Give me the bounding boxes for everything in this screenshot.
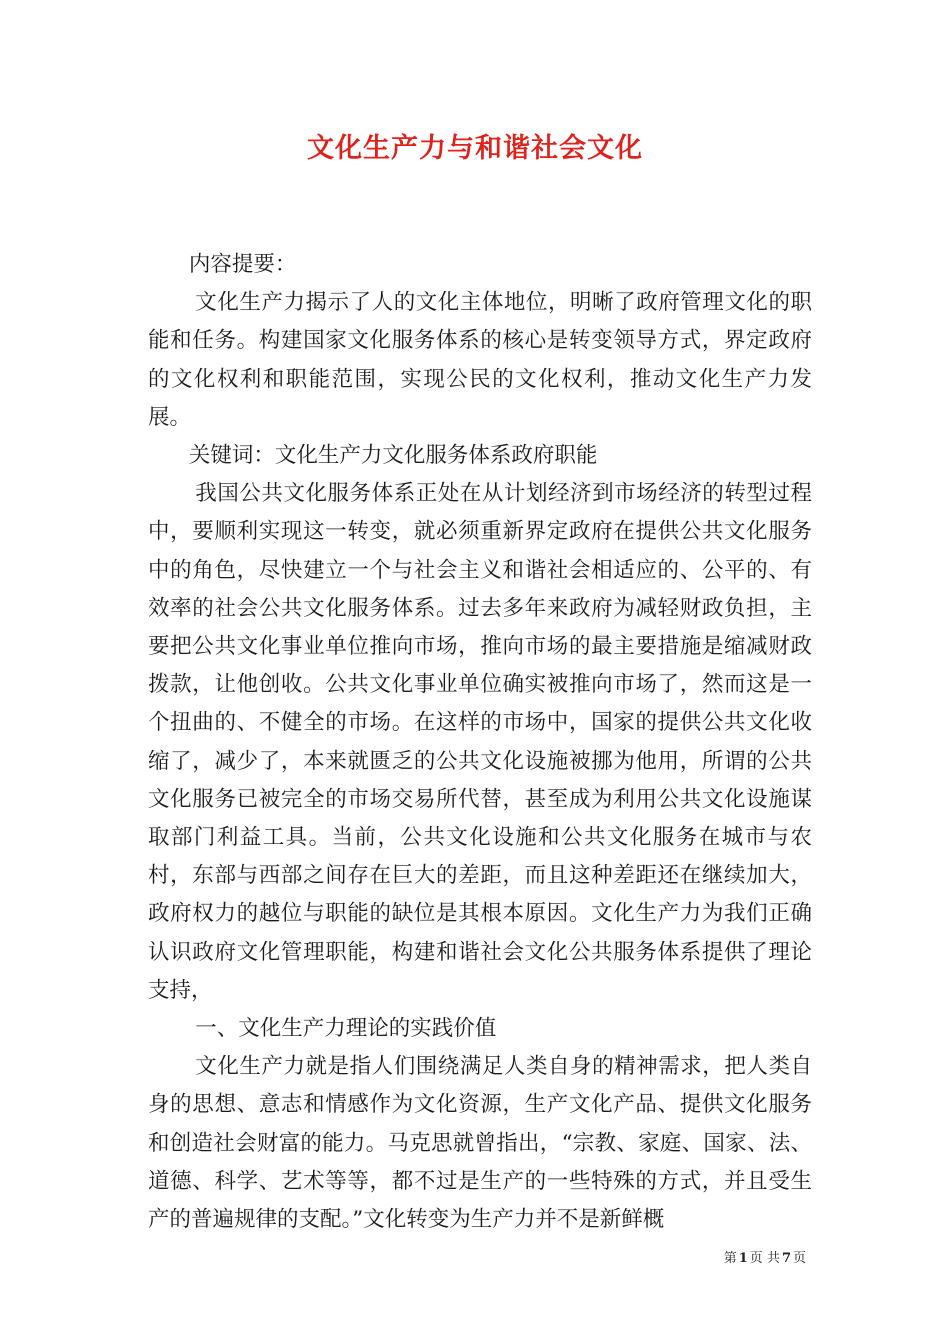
footer-total-pages: 7 [781,1251,791,1266]
body-paragraph-2: 文化生产力就是指人们围绕满足人类自身的精神需求，把人类自身的思想、意志和情感作为文化资源，生产文化产品、提供文化服务和创造社会财富的能力。马克思就曾指出，“宗教、家庭、国家、法、道德、科学、艺术等等，都不过是生产的一些特殊的方式，并且受生产的普遍规律的支配。”文化转变为生产力并不是新鲜概 [148,1054,812,1233]
footer-middle: 页 共 [749,1251,780,1266]
footer-current-page: 1 [738,1251,748,1266]
abstract-paragraph: 文化生产力揭示了人的文化主体地位，明晰了政府管理文化的职能和任务。构建国家文化服务体系的核心是转变领导方式，界定政府的文化权利和职能范围，实现公民的文化权利，推动文化生产力发展。 [148,290,812,430]
body-paragraph-1: 我国公共文化服务体系正处在从计划经济到市场经济的转型过程中，要顺利实现这一转变，就必须重新界定政府在提供公共文化服务中的角色，尽快建立一个与社会主义和谐社会相适应的、公平的、有效率的社会公共文化服务体系。过去多年来政府为减轻财政负担，主要把公共文化事业单位推向市场，推向市场的最主要措施是缩减财政拨款，让他创收。公共文化事业单位确实被推向市场了，然而这是一个扭曲的、不健全的市场。在这样的市场中，国家的提供公共文化收缩了，减少了，本来就匮乏的公共文化设施被挪为他用，所谓的公共文化服务已被完全的市场交易所代替，甚至成为利用公共文化设施谋取部门利益工具。当前，公共文化设施和公共文化服务在城市与农村，东部与西部之间存在巨大的差距，而且这种差距还在继续加大，政府权力的越位与职能的缺位是其根本原因。文化生产力为我们正确认识政府文化管理职能，构建和谐社会文化公共服务体系提供了理论支持， [148,481,812,1003]
section-heading-1: 一、文化生产力理论的实践价值 [195,1016,497,1042]
page-footer [724,1250,806,1268]
keywords-line: 关键词：文化生产力文化服务体系政府职能 [188,443,598,469]
document-body [148,246,812,1239]
footer-prefix: 第 [723,1251,737,1266]
document-title: 文化生产力与和谐社会文化 [307,133,643,164]
footer-suffix: 页 [792,1251,806,1266]
abstract-label: 内容提要： [188,252,297,277]
